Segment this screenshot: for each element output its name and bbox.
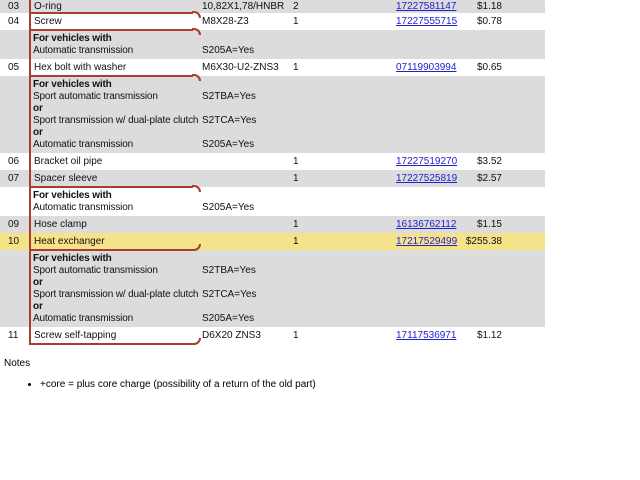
condition-line [0,301,545,313]
part-qty: 1 [293,173,299,184]
condition-line [0,139,545,151]
condition-code: S205A=Yes [202,45,255,56]
condition-group-row [0,30,545,59]
group-bracket-line [29,75,193,77]
part-spec: D6X20 ZNS3 [202,330,261,341]
part-number-cell [396,16,464,27]
group-bracket-line [29,343,193,345]
condition-label: Automatic transmission [33,313,134,324]
part-price: $0.65 [476,62,502,73]
part-description: O-ring [34,1,62,12]
part-row [0,216,545,233]
part-number-link[interactable]: 17117536971 [396,330,457,341]
part-description: Hex bolt with washer [34,62,127,73]
condition-label: For vehicles with [33,190,112,201]
condition-line [0,79,545,91]
part-price: $2.57 [476,173,502,184]
condition-label: or [33,301,43,312]
part-number-cell [396,156,464,167]
condition-line [0,127,545,139]
part-number-link[interactable]: 17217529499 [396,236,458,247]
condition-label: Automatic transmission [33,202,134,213]
condition-group-row [0,250,545,327]
group-bracket-line [29,29,193,31]
condition-label: or [33,277,43,288]
notes-list [4,379,640,391]
row-number: 09 [8,219,20,230]
part-number-link[interactable]: 17227581147 [396,1,457,12]
part-row [0,13,545,30]
condition-code: S2TBA=Yes [202,265,256,276]
notes-section [4,358,640,391]
group-bracket-vertical-line [29,0,31,344]
row-number: 10 [8,236,20,247]
part-number-cell [396,236,464,247]
part-row [0,233,545,250]
condition-label: or [33,127,43,138]
part-description: Hose clamp [34,219,87,230]
condition-line [0,265,545,277]
condition-line [0,115,545,127]
part-row [0,153,545,170]
part-price: $1.15 [476,219,502,230]
condition-label: Automatic transmission [33,45,134,56]
part-description: Spacer sleeve [34,173,98,184]
row-number: 05 [8,62,20,73]
part-number-link[interactable]: 07119903994 [396,62,457,73]
row-number: 04 [8,16,20,27]
part-description: Screw self-tapping [34,330,117,341]
condition-line [0,277,545,289]
condition-label: For vehicles with [33,79,112,90]
condition-code: S2TBA=Yes [202,91,256,102]
group-bracket-line [29,12,193,14]
part-row [0,0,545,13]
part-qty: 1 [293,330,299,341]
part-row [0,327,545,344]
row-number: 07 [8,173,20,184]
row-number: 11 [8,330,19,341]
part-description: Heat exchanger [34,236,105,247]
condition-line [0,190,545,202]
condition-label: For vehicles with [33,253,112,264]
part-price: $1.12 [476,330,502,341]
condition-group-row [0,187,545,216]
condition-label: For vehicles with [33,33,112,44]
condition-label: Automatic transmission [33,139,134,150]
group-bracket-line [29,249,193,251]
condition-line [0,33,545,45]
condition-line [0,45,545,57]
condition-line [0,289,545,301]
group-bracket-curl [192,338,201,345]
row-number: 06 [8,156,20,167]
condition-line [0,313,545,325]
condition-code: S205A=Yes [202,139,255,150]
part-qty: 2 [293,1,299,12]
part-qty: 1 [293,236,299,247]
notes-heading: Notes [4,358,31,369]
part-number-cell [396,173,464,184]
condition-code: S2TCA=Yes [202,115,257,126]
part-number-link[interactable]: 17227555715 [396,16,458,27]
part-qty: 1 [293,156,299,167]
condition-line [0,91,545,103]
part-number-cell [396,1,464,12]
row-number: 03 [8,1,20,12]
part-qty: 1 [293,62,299,73]
group-bracket-line [29,186,193,188]
part-number-cell [396,62,464,73]
part-number-cell [396,219,464,230]
part-price: $3.52 [476,156,502,167]
part-price: $1.18 [476,1,502,12]
condition-label: or [33,103,43,114]
part-price: $0.78 [476,16,502,27]
part-qty: 1 [293,219,299,230]
part-number-link[interactable]: 16136762112 [396,219,457,230]
condition-label: Sport automatic transmission [33,91,158,102]
part-description: Bracket oil pipe [34,156,103,167]
part-qty: 1 [293,16,299,27]
condition-label: Sport transmission w/ dual-plate clutch [33,115,199,126]
part-number-link[interactable]: 17227525819 [396,173,458,184]
condition-code: S2TCA=Yes [202,289,257,300]
part-number-link[interactable]: 17227519270 [396,156,458,167]
part-price: $255.38 [465,236,502,247]
part-description: Screw [34,16,62,27]
part-spec: M6X30-U2-ZNS3 [202,62,279,73]
part-row [0,59,545,76]
condition-code: S205A=Yes [202,313,255,324]
condition-line [0,253,545,265]
condition-label: Sport transmission w/ dual-plate clutch [33,289,199,300]
condition-line [0,202,545,214]
condition-label: Sport automatic transmission [33,265,158,276]
part-spec: 10,82X1,78/HNBR [202,1,285,12]
condition-line [0,103,545,115]
part-spec: M8X28-Z3 [202,16,249,27]
condition-group-row [0,76,545,153]
note-item: • +core = plus core charge (possibility of a return of the old part) [40,379,640,391]
part-number-cell [396,330,464,341]
condition-code: S205A=Yes [202,202,255,213]
part-row [0,170,545,187]
